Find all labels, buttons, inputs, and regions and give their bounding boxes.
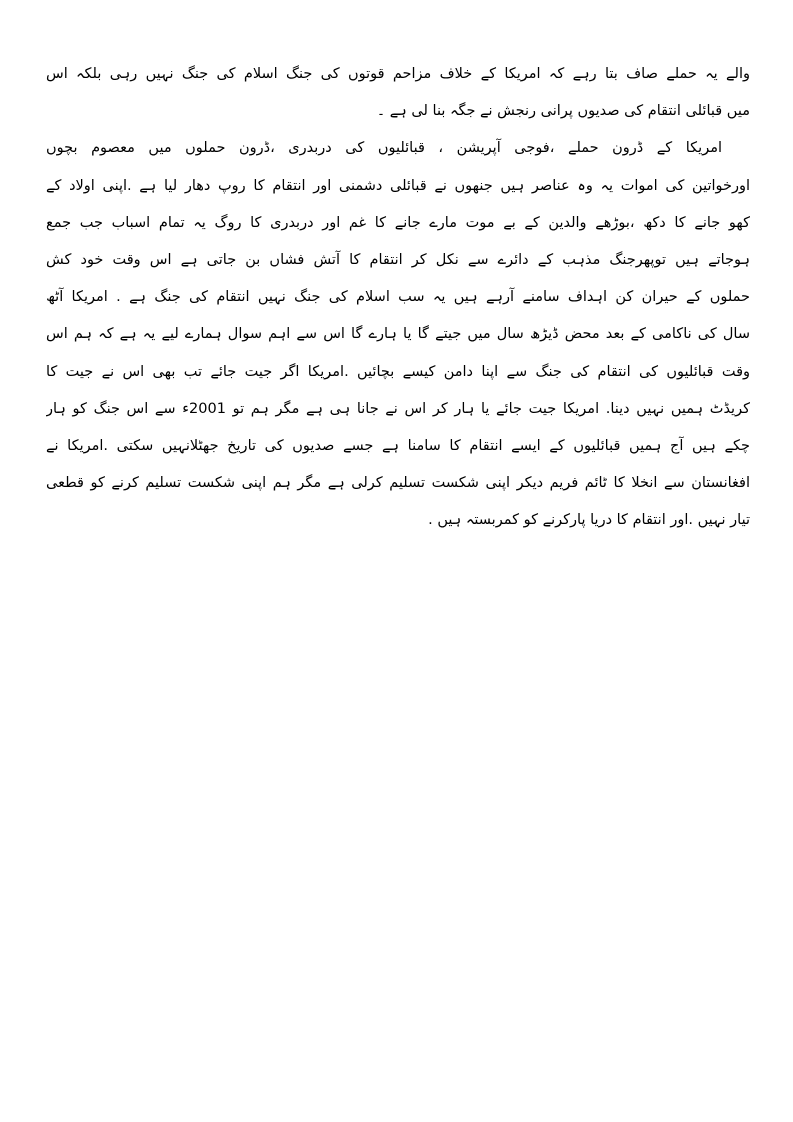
text-line: افغانستان سے انخلا کا ٹائم فریم دیکر اپنی شکست تسلیم کرلی ہے مگر ہم اپنی شکست تسلیم کرنے کو قطعی bbox=[46, 475, 750, 492]
text-line: میں قبائلی انتقام کی صدیوں پرانی رنجش نے جگہ بنا لی ہے ۔ bbox=[376, 103, 750, 120]
text-line: کریڈٹ ہمیں نہیں دینا. امریکا جیت جائے یا ہار کر اس نے جانا ہی ہے مگر ہم تو 2001ء سے اس جنگ کو ہار bbox=[46, 400, 750, 417]
text-line: چکے ہیں آج ہمیں قبائلیوں کے ایسے انتقام کا سامنا ہے جسے صدیوں کی تاریخ جھٹلانہیں سکتی .امریکا نے bbox=[46, 437, 750, 454]
text-line: امریکا کے ڈرون حملے ،فوجی آپریشن ، قبائلیوں کی دربدری ،ڈرون حملوں میں معصوم بچوں bbox=[46, 140, 722, 157]
article-body bbox=[46, 56, 750, 539]
text-line: والے یہ حملے صاف بتا رہے کہ امریکا کے خلاف مزاحم قوتوں کی جنگ اسلام کی جنگ نہیں رہی بلکہ اس bbox=[46, 66, 750, 82]
text-line: حملوں کے حیران کن اہداف سامنے آرہے ہیں یہ سب اسلام کی جنگ نہیں انتقام کی جنگ ہے . امریکا آٹھ bbox=[46, 289, 750, 306]
text-line: سال کی ناکامی کے بعد محض ڈیڑھ سال میں جیتے گا یا ہارے گا اس سے اہم سوال ہمارے لیے یہ ہے کہ ہم اس bbox=[46, 326, 750, 343]
text-line: ہوجاتے ہیں توپھرجنگ مذہب کے دائرے سے نکل کر انتقام کا آتش فشاں بن جاتی ہے اس وقت خود کش bbox=[46, 251, 750, 268]
text-line: کھو جانے کا دکھ ،بوڑھے والدین کے بے موت مارے جانے کا غم اور دربدری کا روگ یہ تمام اسباب جب جمع bbox=[46, 214, 750, 231]
text-line: وقت قبائلیوں کی انتقام کی جنگ سے اپنا دامن کیسے بچائیں .امریکا اگر جیت جائے تب بھی اس نے جیت کا bbox=[46, 363, 750, 380]
paragraph-1 bbox=[46, 56, 750, 130]
text-line: اورخواتین کی اموات یہ وہ عناصر ہیں جنھوں نے قبائلی دشمنی اور انتقام کا روپ دھار لیا ہے .اپنی اولاد کے bbox=[46, 177, 750, 194]
text-line: تیار نہیں .اور انتقام کا دریا پارکرنے کو کمربستہ ہیں . bbox=[428, 512, 750, 529]
paragraph-2 bbox=[46, 130, 750, 539]
